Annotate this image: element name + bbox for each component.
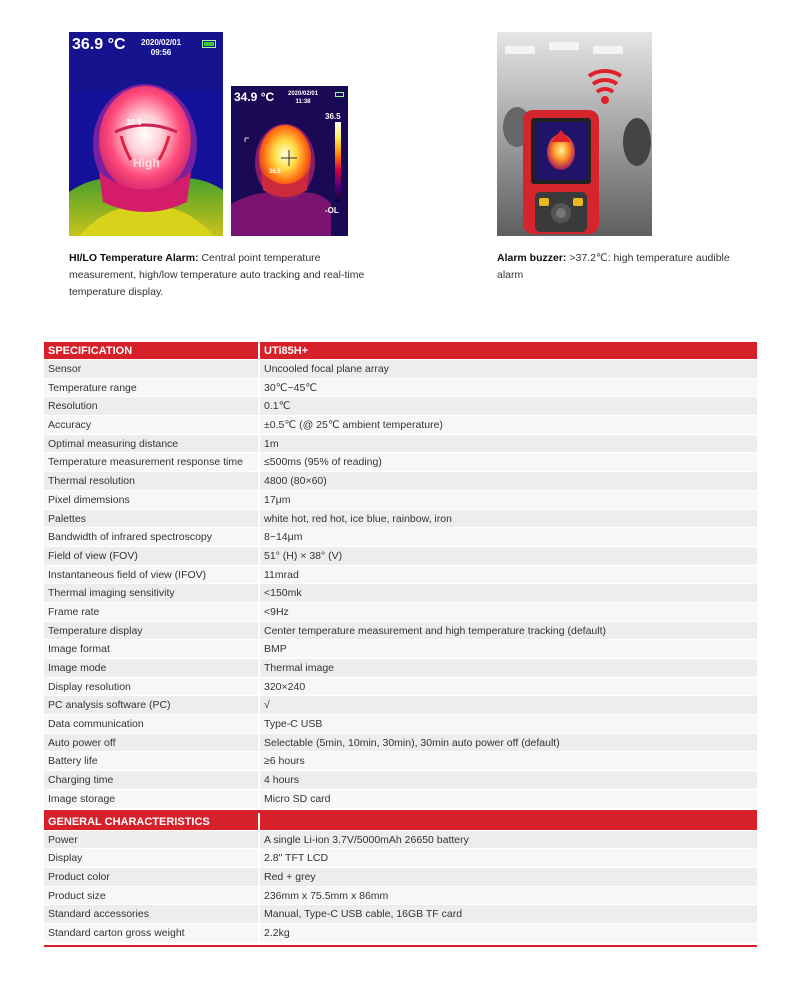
table-row (44, 752, 757, 771)
hi-lo-alarm-caption (69, 250, 369, 301)
table-row (44, 715, 757, 734)
row-value: BMP (264, 643, 287, 656)
row-label: Data communication (44, 715, 260, 733)
scale-max: 36.5 (325, 112, 341, 121)
table-row (44, 510, 757, 529)
spec-header-model: UTi85H+ (264, 345, 309, 357)
row-label: PC analysis software (PC) (44, 696, 260, 714)
row-label: Accuracy (44, 416, 260, 434)
table-row (44, 887, 757, 906)
table-row (44, 831, 757, 850)
row-label: Instantaneous field of view (IFOV) (44, 566, 260, 584)
row-label: Charging time (44, 771, 260, 789)
row-value: ≤500ms (95% of reading) (264, 456, 382, 469)
row-label: Temperature range (44, 379, 260, 397)
row-value: ≥6 hours (264, 755, 305, 768)
alarm-buzzer-caption (497, 250, 737, 284)
row-value: Type-C USB (264, 718, 323, 731)
datetime (288, 90, 318, 106)
table-row (44, 924, 757, 943)
row-label: Display resolution (44, 678, 260, 696)
row-label: Standard carton gross weight (44, 924, 260, 942)
row-value: Red + grey (264, 870, 316, 883)
row-value: Micro SD card (264, 792, 331, 805)
table-row (44, 584, 757, 603)
general-characteristics-header (44, 813, 757, 831)
battery-icon (202, 40, 216, 48)
table-row (44, 435, 757, 454)
row-label: Bandwidth of infrared spectroscopy (44, 528, 260, 546)
spec-header-label: SPECIFICATION (44, 342, 260, 359)
row-value: 17μm (264, 493, 291, 506)
table-row (44, 696, 757, 715)
row-value: 4 hours (264, 774, 300, 787)
center-reading: 36.9 (126, 118, 142, 127)
datetime (141, 38, 181, 58)
row-label: Image mode (44, 659, 260, 677)
row-value: Center temperature measurement and high temperature tracking (default) (264, 624, 607, 637)
table-row (44, 491, 757, 510)
row-label: Product color (44, 868, 260, 886)
hi-lo-alarm-title: HI/LO Temperature Alarm: (69, 252, 199, 264)
table-row (44, 547, 757, 566)
table-row (44, 528, 757, 547)
table-row (44, 379, 757, 398)
general-characteristics-rows (44, 831, 757, 943)
row-label: Auto power off (44, 734, 260, 752)
row-label: Image storage (44, 790, 260, 808)
current-temperature: 36.9 °C (72, 36, 126, 53)
row-value: 320×240 (264, 680, 306, 693)
row-value: √ (264, 699, 270, 712)
thermal-image-hi-alarm (69, 32, 223, 236)
table-row (44, 416, 757, 435)
table-row (44, 397, 757, 416)
row-value: Manual, Type-C USB cable, 16GB TF card (264, 908, 463, 921)
table-row (44, 678, 757, 697)
table-end-line (44, 945, 757, 947)
row-label: Product size (44, 887, 260, 905)
row-value: <9Hz (264, 605, 289, 618)
row-value: 2.8" TFT LCD (264, 852, 329, 865)
row-value: 2.2kg (264, 926, 290, 939)
device-photo (497, 32, 652, 236)
color-scale-bar (335, 122, 341, 202)
table-row (44, 771, 757, 790)
table-row (44, 905, 757, 924)
center-reading: 36.5 (269, 169, 281, 175)
row-label: Frame rate (44, 603, 260, 621)
row-label: Resolution (44, 397, 260, 415)
table-row (44, 603, 757, 622)
row-value: 1m (264, 437, 279, 450)
date: 2020/02/01 (288, 91, 319, 97)
time: 11:38 (295, 99, 311, 105)
table-row (44, 640, 757, 659)
alarm-buzzer-title: Alarm buzzer: (497, 252, 567, 264)
table-row (44, 734, 757, 753)
row-value: Thermal image (264, 662, 335, 674)
general-header-label: GENERAL CHARACTERISTICS (44, 813, 260, 830)
row-label: Battery life (44, 752, 260, 770)
table-row (44, 790, 757, 809)
battery-icon (335, 92, 344, 97)
row-label: Standard accessories (44, 905, 260, 923)
scale-min: -OL (325, 206, 339, 215)
date: 2020/02/01 (141, 38, 182, 47)
row-label: Thermal imaging sensitivity (44, 584, 260, 602)
row-value: Selectable (5min, 10min, 30min), 30min auto power off (default) (264, 736, 560, 749)
row-value: A single Li-ion 3.7V/5000mAh 26650 battery (264, 833, 469, 846)
table-row (44, 472, 757, 491)
table-row (44, 566, 757, 585)
specification-rows (44, 360, 757, 809)
table-row (44, 622, 757, 641)
specification-header (44, 342, 757, 360)
row-label: Temperature measurement response time (44, 453, 260, 471)
row-value: Uncooled focal plane array (264, 363, 389, 375)
row-label: Pixel dimemsions (44, 491, 260, 509)
row-label: Temperature display (44, 622, 260, 640)
row-label: Palettes (44, 510, 260, 528)
table-row (44, 453, 757, 472)
table-row (44, 360, 757, 379)
row-label: Image format (44, 640, 260, 658)
table-row (44, 659, 757, 678)
row-label: Field of view (FOV) (44, 547, 260, 565)
hi-lo-alarm-text: Central point temperature measurement, high/low temperature auto tracking and real-time temperature display. (69, 252, 365, 298)
specification-table (44, 342, 757, 947)
row-value: 236mm x 75.5mm x 86mm (264, 889, 389, 902)
row-value: 11mrad (264, 568, 299, 581)
row-value: 51° (H) × 38° (V) (264, 549, 343, 562)
row-label: Display (44, 849, 260, 867)
row-label: Optimal measuring distance (44, 435, 260, 453)
current-temperature: 34.9 °C (234, 90, 275, 104)
row-value: 0.1℃ (264, 400, 291, 413)
high-alert-label: High (133, 156, 160, 170)
row-label: Thermal resolution (44, 472, 260, 490)
row-value: white hot, red hot, ice blue, rainbow, iron (264, 512, 452, 525)
row-label: Power (44, 831, 260, 849)
row-label: Sensor (44, 360, 260, 378)
row-value: <150mk (264, 587, 302, 600)
table-row (44, 849, 757, 868)
thermal-image-tracking (231, 86, 348, 236)
table-row (44, 868, 757, 887)
row-value: 4800 (80×60) (264, 475, 327, 488)
row-value: ±0.5℃ (@ 25℃ ambient temperature) (264, 419, 443, 432)
row-value: 30℃~45℃ (264, 381, 318, 394)
row-value: 8~14μm (264, 531, 303, 544)
alarm-buzzer-text: >37.2℃: high temperature audible alarm (497, 252, 730, 281)
time: 09:56 (150, 48, 172, 57)
